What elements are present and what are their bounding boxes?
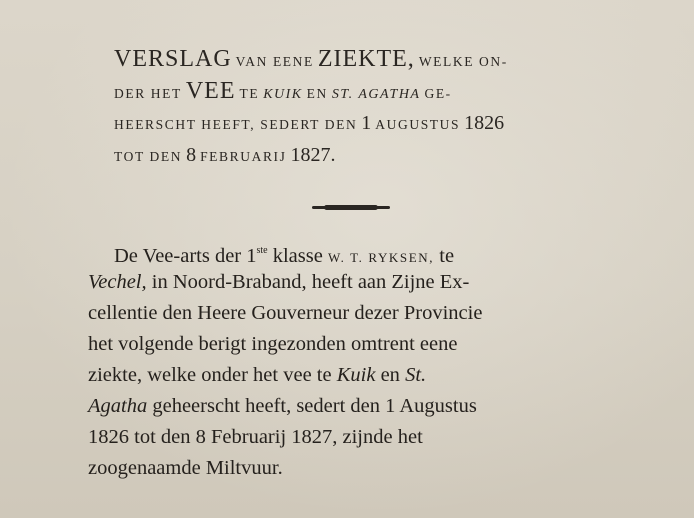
heading-word-vee: VEE [185,78,236,104]
paragraph-line-2 [88,267,469,297]
paragraph-line-7 [88,422,423,452]
heading-date-year: 1826 [464,112,505,134]
veterinarian-name: W. T. RYKSEN, [327,250,435,265]
paragraph-line-4 [88,329,457,359]
paragraph-text: De Vee-arts der 1 [114,245,257,267]
section-divider [312,206,390,209]
heading-text: TOT DEN [114,149,183,164]
paragraph-line-5 [88,360,426,390]
paragraph-text: en [380,364,400,386]
heading-line-1 [114,44,508,74]
heading-text: EN [306,86,328,101]
ordinal-superscript: ste [256,245,268,256]
paragraph-text: in Noord-Braband, heeft aan Zijne Ex- [151,271,470,293]
heading-text: HEERSCHT HEEFT, SEDERT DEN [114,117,358,132]
heading-line-2 [114,76,452,106]
paragraph-line-1 [114,236,454,266]
heading-place-kuik: KUIK [263,87,303,102]
heading-word-ziekte: ZIEKTE, [317,46,415,72]
paragraph-text: te [439,245,455,267]
paragraph-line-3 [88,298,482,328]
heading-date-month: FEBRUARIJ [200,149,287,164]
place-vechel: Vechel, [88,271,147,293]
paragraph-text: 1826 tot den 8 Februarij 1827, zijnde het [88,426,423,448]
heading-text: VAN EENE [235,54,314,69]
heading-date-month: AUGUSTUS [375,117,461,132]
heading-date-year: 1827. [290,144,336,166]
heading-date-day: 1 [361,112,372,134]
paragraph-text: zoogenaamde Miltvuur. [88,457,283,479]
paragraph-text: geheerscht heeft, sedert den 1 Augustus [152,395,477,417]
place-st: St. [405,364,427,386]
paragraph-text: cellentie den Heere Gouverneur dezer Provincie [88,302,483,324]
heading-line-4 [114,140,336,170]
paragraph-line-8 [88,453,283,483]
heading-text: WELKE ON- [418,54,508,69]
place-kuik: Kuik [336,364,376,386]
heading-text: GE- [424,86,452,101]
paragraph-text: klasse [272,245,323,267]
paragraph-text: ziekte, welke onder het vee te [88,364,332,386]
heading-text: DER HET [114,86,182,101]
heading-line-3 [114,108,504,138]
paragraph-line-6 [88,391,477,421]
heading-date-day: 8 [186,144,197,166]
heading-text: TE [239,86,260,101]
heading-place-st-agatha: ST. AGATHA [331,87,421,102]
paragraph-text: het volgende berigt ingezonden omtrent eene [88,333,458,355]
place-agatha: Agatha [88,395,148,417]
heading-word-verslag: VERSLAG [114,46,232,72]
